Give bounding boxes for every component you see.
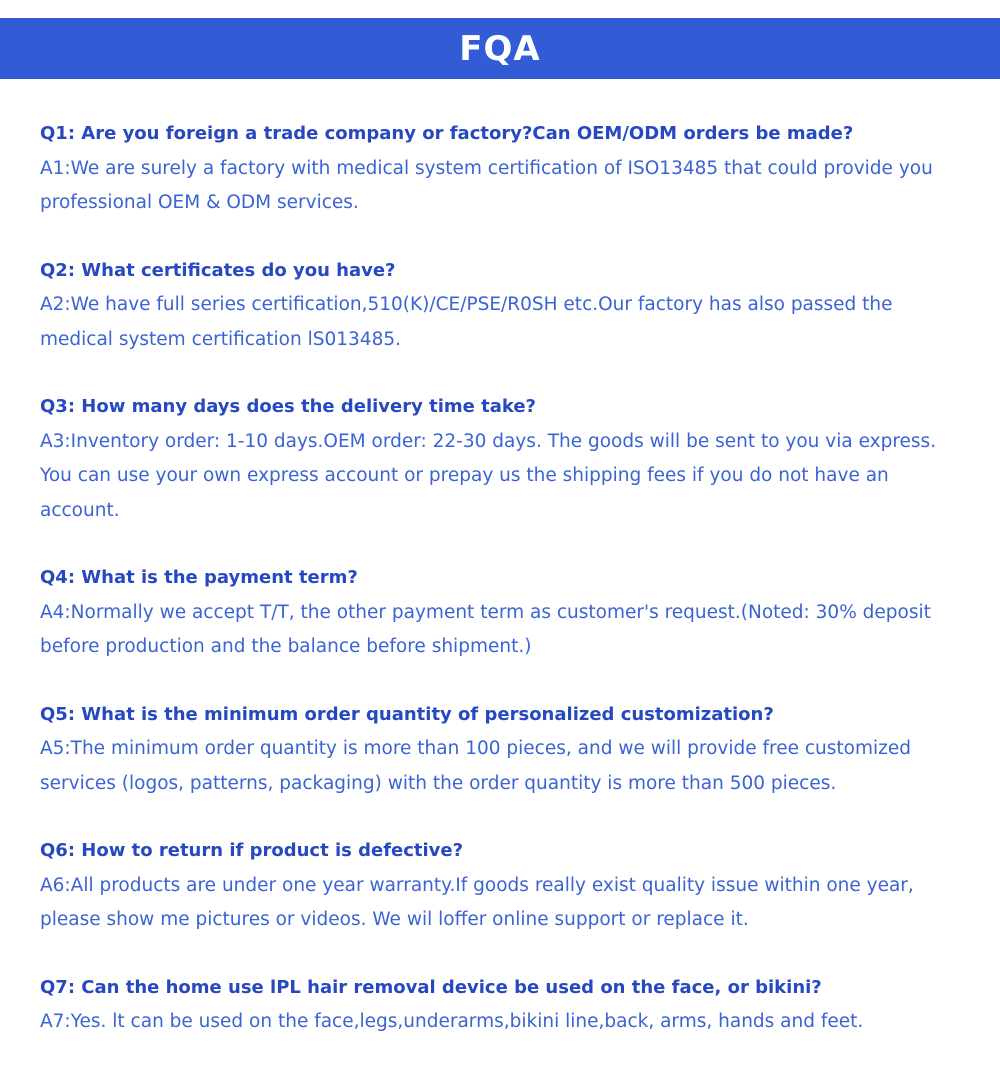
faq-list: [40, 117, 970, 1040]
faq-answer-q3: A3:Inventory order: 1-10 days.OEM order: 22-30 days. The goods will be sent to you via express. You can use your own express account or prepay us the shipping fees if you do not have an account.: [40, 430, 937, 521]
faq-question-q4: Q4: What is the payment term?: [40, 567, 358, 588]
faq-answer-q1: A1:We are surely a factory with medical system certification of ISO13485 that could provide you professional OEM & ODM services.: [40, 157, 933, 213]
faq-question-q2: Q2: What certificates do you have?: [40, 259, 396, 281]
faq-answer-q2: A2:We have full series certification,510(K)/CE/PSE/R0SH etc.Our factory has also passed the medical system certification lS013485.: [40, 294, 893, 350]
faq-answer-q6: A6:All products are under one year warranty.If goods really exist quality issue within one year, please show me pictures or videos. We wil loffer online support or replace it.: [40, 874, 914, 930]
faq-question-q1: Q1: Are you foreign a trade company or factory?Can OEM/ODM orders be made?: [40, 123, 854, 144]
faq-item-q5: [40, 698, 970, 802]
faq-item-q4: [40, 561, 970, 665]
faq-answer-q4: A4:Normally we accept T/T, the other payment term as customer's request.(Noted: 30% deposit before production and the balance before shipment.): [40, 601, 931, 657]
faq-question-q7: Q7: Can the home use lPL hair removal device be used on the face, or bikini?: [40, 976, 822, 998]
faq-item-q6: [40, 834, 970, 938]
faq-answer-q5: A5:The minimum order quantity is more than 100 pieces, and we will provide free customized services (logos, patterns, packaging) with the order quantity is more than 500 pieces.: [40, 738, 911, 794]
faq-question-q6: Q6: How to return if product is defective?: [40, 840, 464, 861]
faq-answer-q7: A7:Yes. lt can be used on the face,legs,underarms,bikini line,back, arms, hands and feet.: [40, 1011, 864, 1032]
faq-question-q5: Q5: What is the minimum order quantity of personalized customization?: [40, 703, 774, 725]
faq-item-q3: [40, 390, 970, 528]
faq-question-q3: Q3: How many days does the delivery time take?: [40, 396, 537, 417]
header-banner: [0, 18, 1000, 79]
faq-item-q7: [40, 971, 970, 1040]
faq-item-q2: [40, 254, 970, 358]
faq-item-q1: [40, 117, 970, 221]
page-title: FQA: [459, 28, 541, 69]
